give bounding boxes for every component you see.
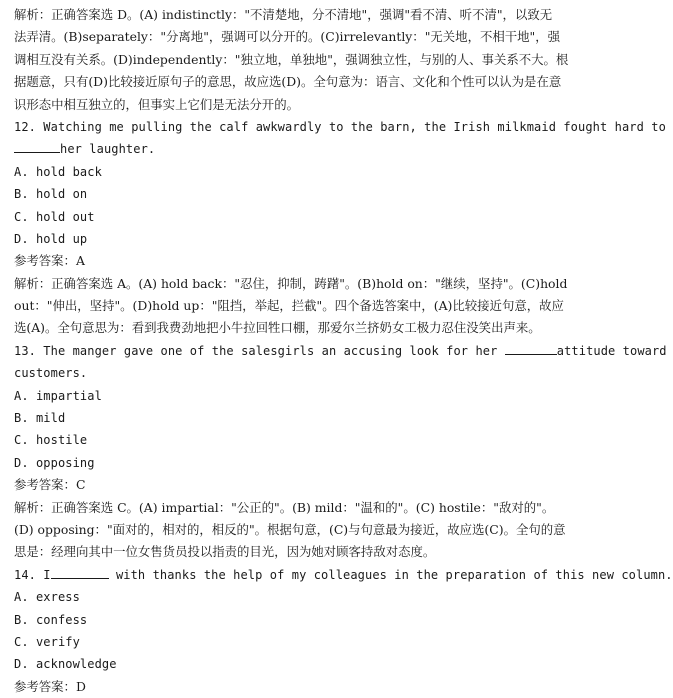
option-b: B. hold on [14, 187, 88, 202]
question-12 [14, 116, 666, 340]
explanation-line: 解析：正确答案选 A。(A) hold back："忍住，抑制，踌躇"。(B)hold on："继续，坚持"。(C)hold [14, 275, 568, 291]
answer-blank [51, 565, 109, 579]
explanation-line: 解析：正确答案选 D。(A) indistinctly："不清楚地，分不清地"，强调"看不清、听不清"，以致无 [14, 7, 553, 22]
option-b: B. mild [14, 411, 66, 426]
reference-answer: 参考答案：C [14, 477, 86, 493]
explanation-line: 调相互没有关系。(D)independently："独立地，单独地"，强调独立性，与别的人、事关系不大。根 [14, 51, 569, 67]
option-a: A. hold back [14, 164, 102, 179]
question-14 [14, 564, 673, 698]
option-d: D. hold up [14, 231, 88, 246]
option-a: A. exress [14, 590, 80, 605]
option-d: D. acknowledge [14, 657, 117, 672]
option-c: C. hostile [14, 433, 88, 448]
explanation-line: 解析：正确答案选 C。(A) impartial："公正的"。(B) mild："温和的"。(C) hostile："敌对的"。 [14, 499, 555, 515]
reference-answer: 参考答案：A [14, 253, 85, 269]
answer-blank [14, 139, 60, 153]
option-c: C. verify [14, 634, 80, 649]
question-stem: 13. The manger gave one of the salesgirls an accusing look for her attitude toward [14, 340, 614, 362]
option-a: A. impartial [14, 388, 102, 403]
question-stem: 12. Watching me pulling the calf awkwardly to the barn, the Irish milkmaid fought hard to [14, 119, 666, 134]
explanation-line: 选(A)。全句意思为：看到我费劲地把小牛拉回牲口棚，那爱尔兰挤奶女工极力忍住没笑出声来。 [14, 320, 541, 336]
question-stem-continued: customers. [14, 366, 88, 381]
question-document [14, 4, 673, 698]
explanation-line: out："伸出，坚持"。(D)hold up："阻挡，举起，拦截"。四个备选答案中，(A)比较接近句意，故应 [14, 298, 564, 314]
option-b: B. confess [14, 612, 88, 627]
option-d: D. opposing [14, 455, 95, 470]
reference-answer: 参考答案：D [14, 678, 86, 694]
explanation-line: 识形态中相互独立的，但事实上它们是无法分开的。 [14, 96, 299, 112]
explanation-line: 思是：经理向其中一位女售货员投以指责的目光，因为她对顾客持敌对态度。 [14, 544, 436, 560]
option-c: C. hold out [14, 209, 95, 224]
question-13 [14, 340, 667, 564]
answer-blank [505, 341, 557, 355]
question-stem: 14. I with thanks the help of my colleagues in the preparation of this new column. [14, 564, 614, 586]
explanation-line: 据题意，只有(D)比较接近原句子的意思，故应选(D)。全句意为：语言、文化和个性可以认为是在意 [14, 74, 562, 90]
explanation-line: (D) opposing："面对的，相对的，相反的"。根据句意，(C)与句意最为接近，故应选(C)。全句的意 [14, 521, 566, 537]
question-stem-continued: her laughter. [14, 138, 614, 160]
explanation-line: 法弄清。(B)separately："分离地"，强调可以分开的。(C)irrelevantly："无关地，不相干地"，强 [14, 29, 560, 45]
q11-explanation [14, 4, 614, 116]
